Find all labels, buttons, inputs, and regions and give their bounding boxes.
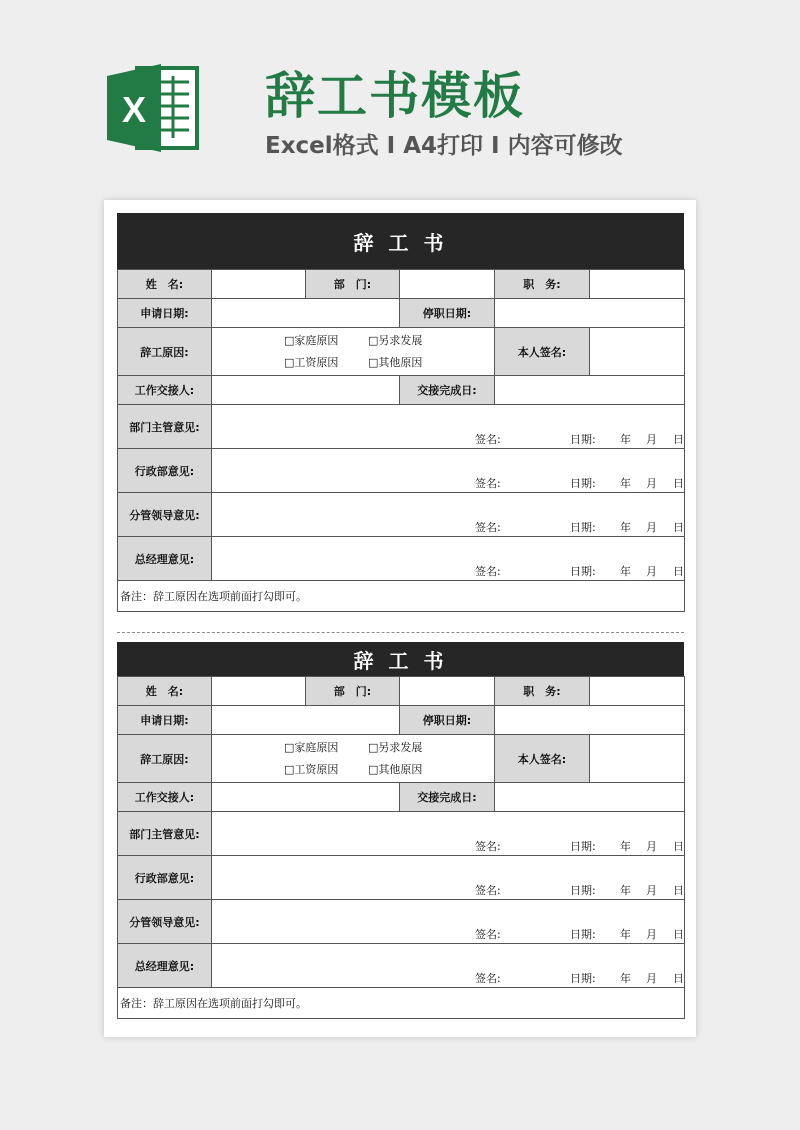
resignation-form-2 — [117, 642, 684, 1019]
handover-date-input[interactable] — [495, 376, 685, 405]
signature-line: 签名: 日期: 年 月 日 — [475, 477, 684, 490]
paper-sheet — [104, 200, 696, 1037]
form-title: 辞 工 书 — [117, 642, 684, 676]
apply-date-label: 申请日期: — [118, 299, 212, 328]
reason-label: 辞工原因: — [118, 735, 212, 783]
opinion-input[interactable] — [212, 812, 685, 856]
position-input[interactable] — [590, 677, 685, 706]
signature-line: 签名: 日期: 年 月 日 — [475, 972, 684, 985]
apply-date-label: 申请日期: — [118, 706, 212, 735]
reason-option-checkbox[interactable]: □其他原因 — [368, 762, 423, 776]
handover-person-label: 工作交接人: — [118, 376, 212, 405]
signature-line: 签名: 日期: 年 月 日 — [475, 840, 684, 853]
page-subtitle: Excel格式 I A4打印 I 内容可修改 — [265, 133, 623, 159]
opinion-input[interactable] — [212, 944, 685, 988]
excel-logo-icon — [103, 58, 203, 158]
handover-date-input[interactable] — [495, 783, 685, 812]
name-input[interactable] — [212, 677, 306, 706]
signature-line: 签名: 日期: 年 月 日 — [475, 565, 684, 578]
reason-option-checkbox[interactable]: □工资原因 — [284, 355, 339, 369]
reason-option-checkbox[interactable]: □工资原因 — [284, 762, 339, 776]
handover-date-label: 交接完成日: — [400, 783, 495, 812]
reason-options — [212, 328, 495, 376]
opinion-label: 总经理意见: — [118, 944, 212, 988]
signature-label: 本人签名: — [495, 328, 590, 376]
logo-letter: X — [121, 89, 147, 130]
position-input[interactable] — [590, 270, 685, 299]
position-label: 职 务: — [495, 270, 590, 299]
signature-label: 本人签名: — [495, 735, 590, 783]
opinion-label: 总经理意见: — [118, 537, 212, 581]
signature-line: 签名: 日期: 年 月 日 — [475, 433, 684, 446]
dept-input[interactable] — [400, 270, 495, 299]
dept-label: 部 门: — [306, 677, 400, 706]
opinion-input[interactable] — [212, 405, 685, 449]
opinion-input[interactable] — [212, 493, 685, 537]
reason-options — [212, 735, 495, 783]
dept-input[interactable] — [400, 677, 495, 706]
name-label: 姓 名: — [118, 677, 212, 706]
handover-person-input[interactable] — [212, 376, 400, 405]
opinion-label: 分管领导意见: — [118, 493, 212, 537]
opinion-input[interactable] — [212, 900, 685, 944]
reason-option-checkbox[interactable]: □家庭原因 — [284, 740, 339, 754]
handover-date-label: 交接完成日: — [400, 376, 495, 405]
form-note: 备注：辞工原因在选项前面打勾即可。 — [118, 581, 685, 612]
signature-line: 签名: 日期: 年 月 日 — [475, 928, 684, 941]
resignation-form-1 — [117, 213, 684, 612]
reason-option-checkbox[interactable]: □家庭原因 — [284, 333, 339, 347]
opinion-label: 部门主管意见: — [118, 812, 212, 856]
handover-person-input[interactable] — [212, 783, 400, 812]
opinion-input[interactable] — [212, 856, 685, 900]
opinion-label: 行政部意见: — [118, 856, 212, 900]
page-header — [0, 0, 800, 190]
opinion-label: 行政部意见: — [118, 449, 212, 493]
reason-label: 辞工原因: — [118, 328, 212, 376]
cut-line-divider — [117, 632, 684, 633]
signature-line: 签名: 日期: 年 月 日 — [475, 521, 684, 534]
reason-option-checkbox[interactable]: □另求发展 — [368, 333, 423, 347]
reason-option-checkbox[interactable]: □其他原因 — [368, 355, 423, 369]
handover-person-label: 工作交接人: — [118, 783, 212, 812]
stop-date-input[interactable] — [495, 706, 685, 735]
position-label: 职 务: — [495, 677, 590, 706]
opinion-input[interactable] — [212, 537, 685, 581]
stop-date-label: 停职日期: — [400, 299, 495, 328]
name-input[interactable] — [212, 270, 306, 299]
signature-line: 签名: 日期: 年 月 日 — [475, 884, 684, 897]
form-table — [117, 676, 685, 1019]
signature-input[interactable] — [590, 328, 685, 376]
form-note: 备注：辞工原因在选项前面打勾即可。 — [118, 988, 685, 1019]
form-table — [117, 269, 685, 612]
apply-date-input[interactable] — [212, 299, 400, 328]
name-label: 姓 名: — [118, 270, 212, 299]
page-title: 辞工书模板 — [265, 67, 525, 125]
dept-label: 部 门: — [306, 270, 400, 299]
opinion-input[interactable] — [212, 449, 685, 493]
stop-date-label: 停职日期: — [400, 706, 495, 735]
reason-option-checkbox[interactable]: □另求发展 — [368, 740, 423, 754]
stop-date-input[interactable] — [495, 299, 685, 328]
opinion-label: 分管领导意见: — [118, 900, 212, 944]
apply-date-input[interactable] — [212, 706, 400, 735]
opinion-label: 部门主管意见: — [118, 405, 212, 449]
signature-input[interactable] — [590, 735, 685, 783]
form-title: 辞 工 书 — [117, 213, 684, 269]
